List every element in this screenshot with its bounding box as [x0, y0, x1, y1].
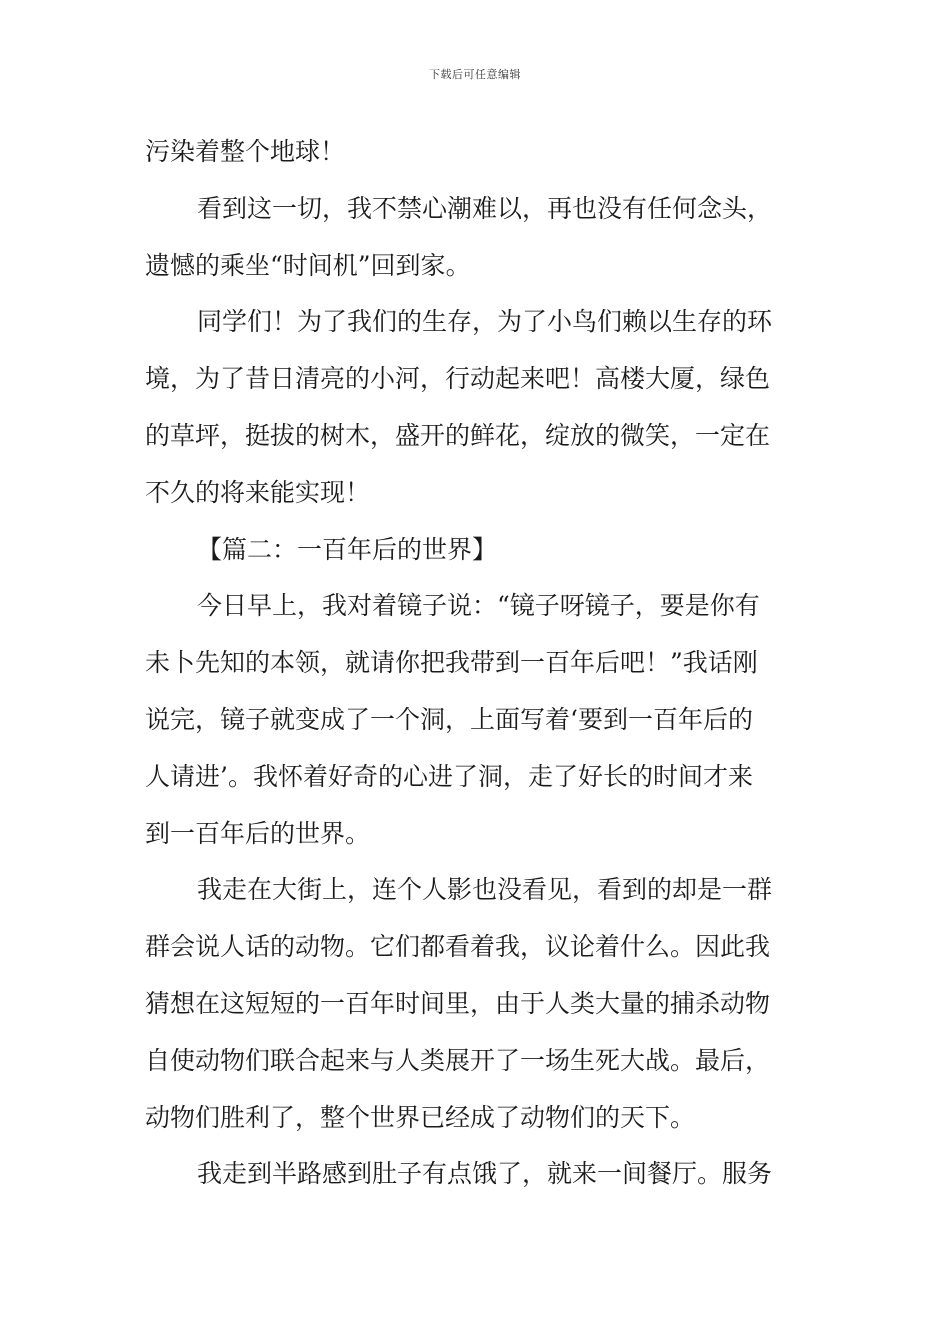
- text-line: 未卜先知的本领，就请你把我带到一百年后吧！”我话刚: [145, 648, 758, 678]
- text-line: 污染着整个地球！: [145, 137, 346, 166]
- document-body: [145, 124, 807, 1203]
- header-note: 下载后可任意编辑: [429, 68, 521, 81]
- text-line: 到一百年后的世界。: [145, 818, 371, 848]
- section-heading: 【篇二：一百年后的世界】: [197, 534, 498, 564]
- text-line: 境，为了昔日清亮的小河，行动起来吧！高楼大厦，绿色: [145, 364, 771, 394]
- paragraph-start-line: 我走在大街上，连个人影也没看见，看到的却是一群: [197, 875, 773, 905]
- text-line: 遗憾的乘坐“时间机”回到家。: [145, 250, 471, 280]
- text-line: 的草坪，挺拔的树木，盛开的鲜花，绽放的微笑，一定在: [145, 420, 771, 450]
- paragraph-start-line: 同学们！为了我们的生存，为了小鸟们赖以生存的环: [197, 307, 773, 337]
- text-line: 群会说人话的动物。它们都看着我，议论着什么。因此我: [145, 932, 771, 962]
- text-line: 自使动物们联合起来与人类展开了一场生死大战。最后，: [145, 1045, 771, 1075]
- text-line: 猜想在这短短的一百年时间里，由于人类大量的捕杀动物: [145, 988, 771, 1018]
- paragraph-start-line: 今日早上，我对着镜子说：“镜子呀镜子，要是你有: [197, 591, 760, 621]
- text-line: 不久的将来能实现！: [145, 477, 371, 507]
- paragraph-start-line: 看到这一切，我不禁心潮难以，再也没有任何念头，: [197, 193, 773, 223]
- paragraph-start-line: 我走到半路感到肚子有点饿了，就来一间餐厅。服务: [197, 1159, 773, 1189]
- text-line: 动物们胜利了，整个世界已经成了动物们的天下。: [145, 1102, 696, 1132]
- text-line: 人请进’。我怀着好奇的心进了洞，走了好长的时间才来: [145, 761, 753, 791]
- text-line: 说完，镜子就变成了一个洞，上面写着‘要到一百年后的: [145, 704, 753, 734]
